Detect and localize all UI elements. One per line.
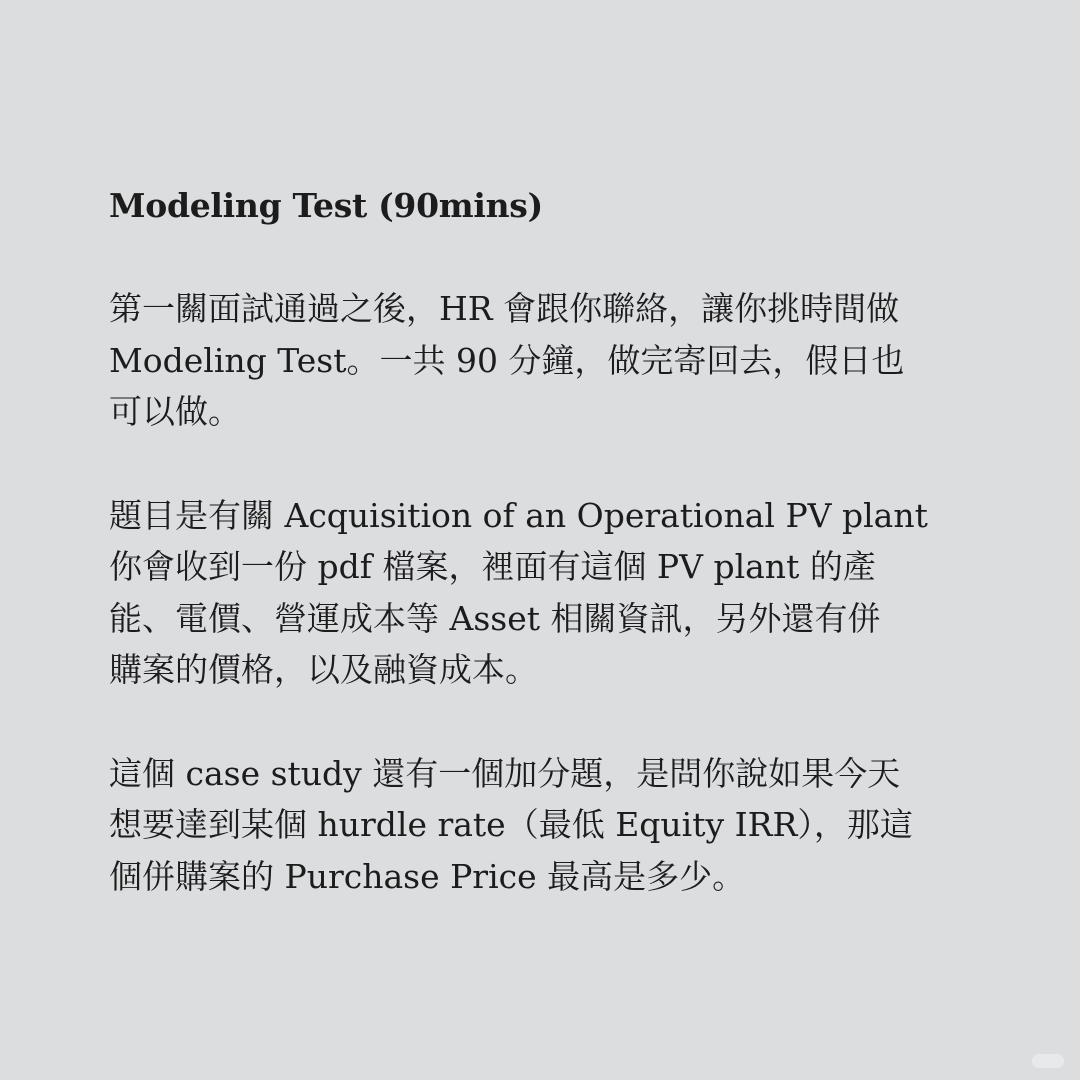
paragraph-line: 能、電價、營運成本等 Asset 相關資訊，另外還有併 — [109, 598, 881, 638]
paragraph-line: 想要達到某個 hurdle rate（最低 Equity IRR），那這 — [109, 805, 913, 844]
paragraph-2 — [109, 490, 969, 696]
post-content — [109, 180, 969, 954]
paragraph-line: Modeling Test。一共 90 分鐘，做完寄回去，假日也 — [109, 340, 905, 380]
paragraph-1 — [109, 283, 969, 438]
paragraph-3 — [109, 748, 969, 903]
paragraph-line: 可以做。 — [109, 392, 241, 431]
paragraph-line: 購案的價格，以及融資成本。 — [109, 650, 538, 689]
watermark — [1032, 1054, 1064, 1068]
post-title: Modeling Test (90mins) — [109, 186, 543, 225]
paragraph-line: 題目是有關 Acquisition of an Operational PV plant — [109, 495, 928, 535]
paragraph-line: 個併購案的 Purchase Price 最高是多少。 — [109, 856, 746, 896]
paragraph-line: 第一關面試通過之後，HR 會跟你聯絡，讓你挑時間做 — [109, 289, 900, 328]
paragraph-line: 這個 case study 還有一個加分題，是問你說如果今天 — [109, 753, 901, 793]
paragraph-line: 你會收到一份 pdf 檔案，裡面有這個 PV plant 的產 — [109, 547, 876, 586]
